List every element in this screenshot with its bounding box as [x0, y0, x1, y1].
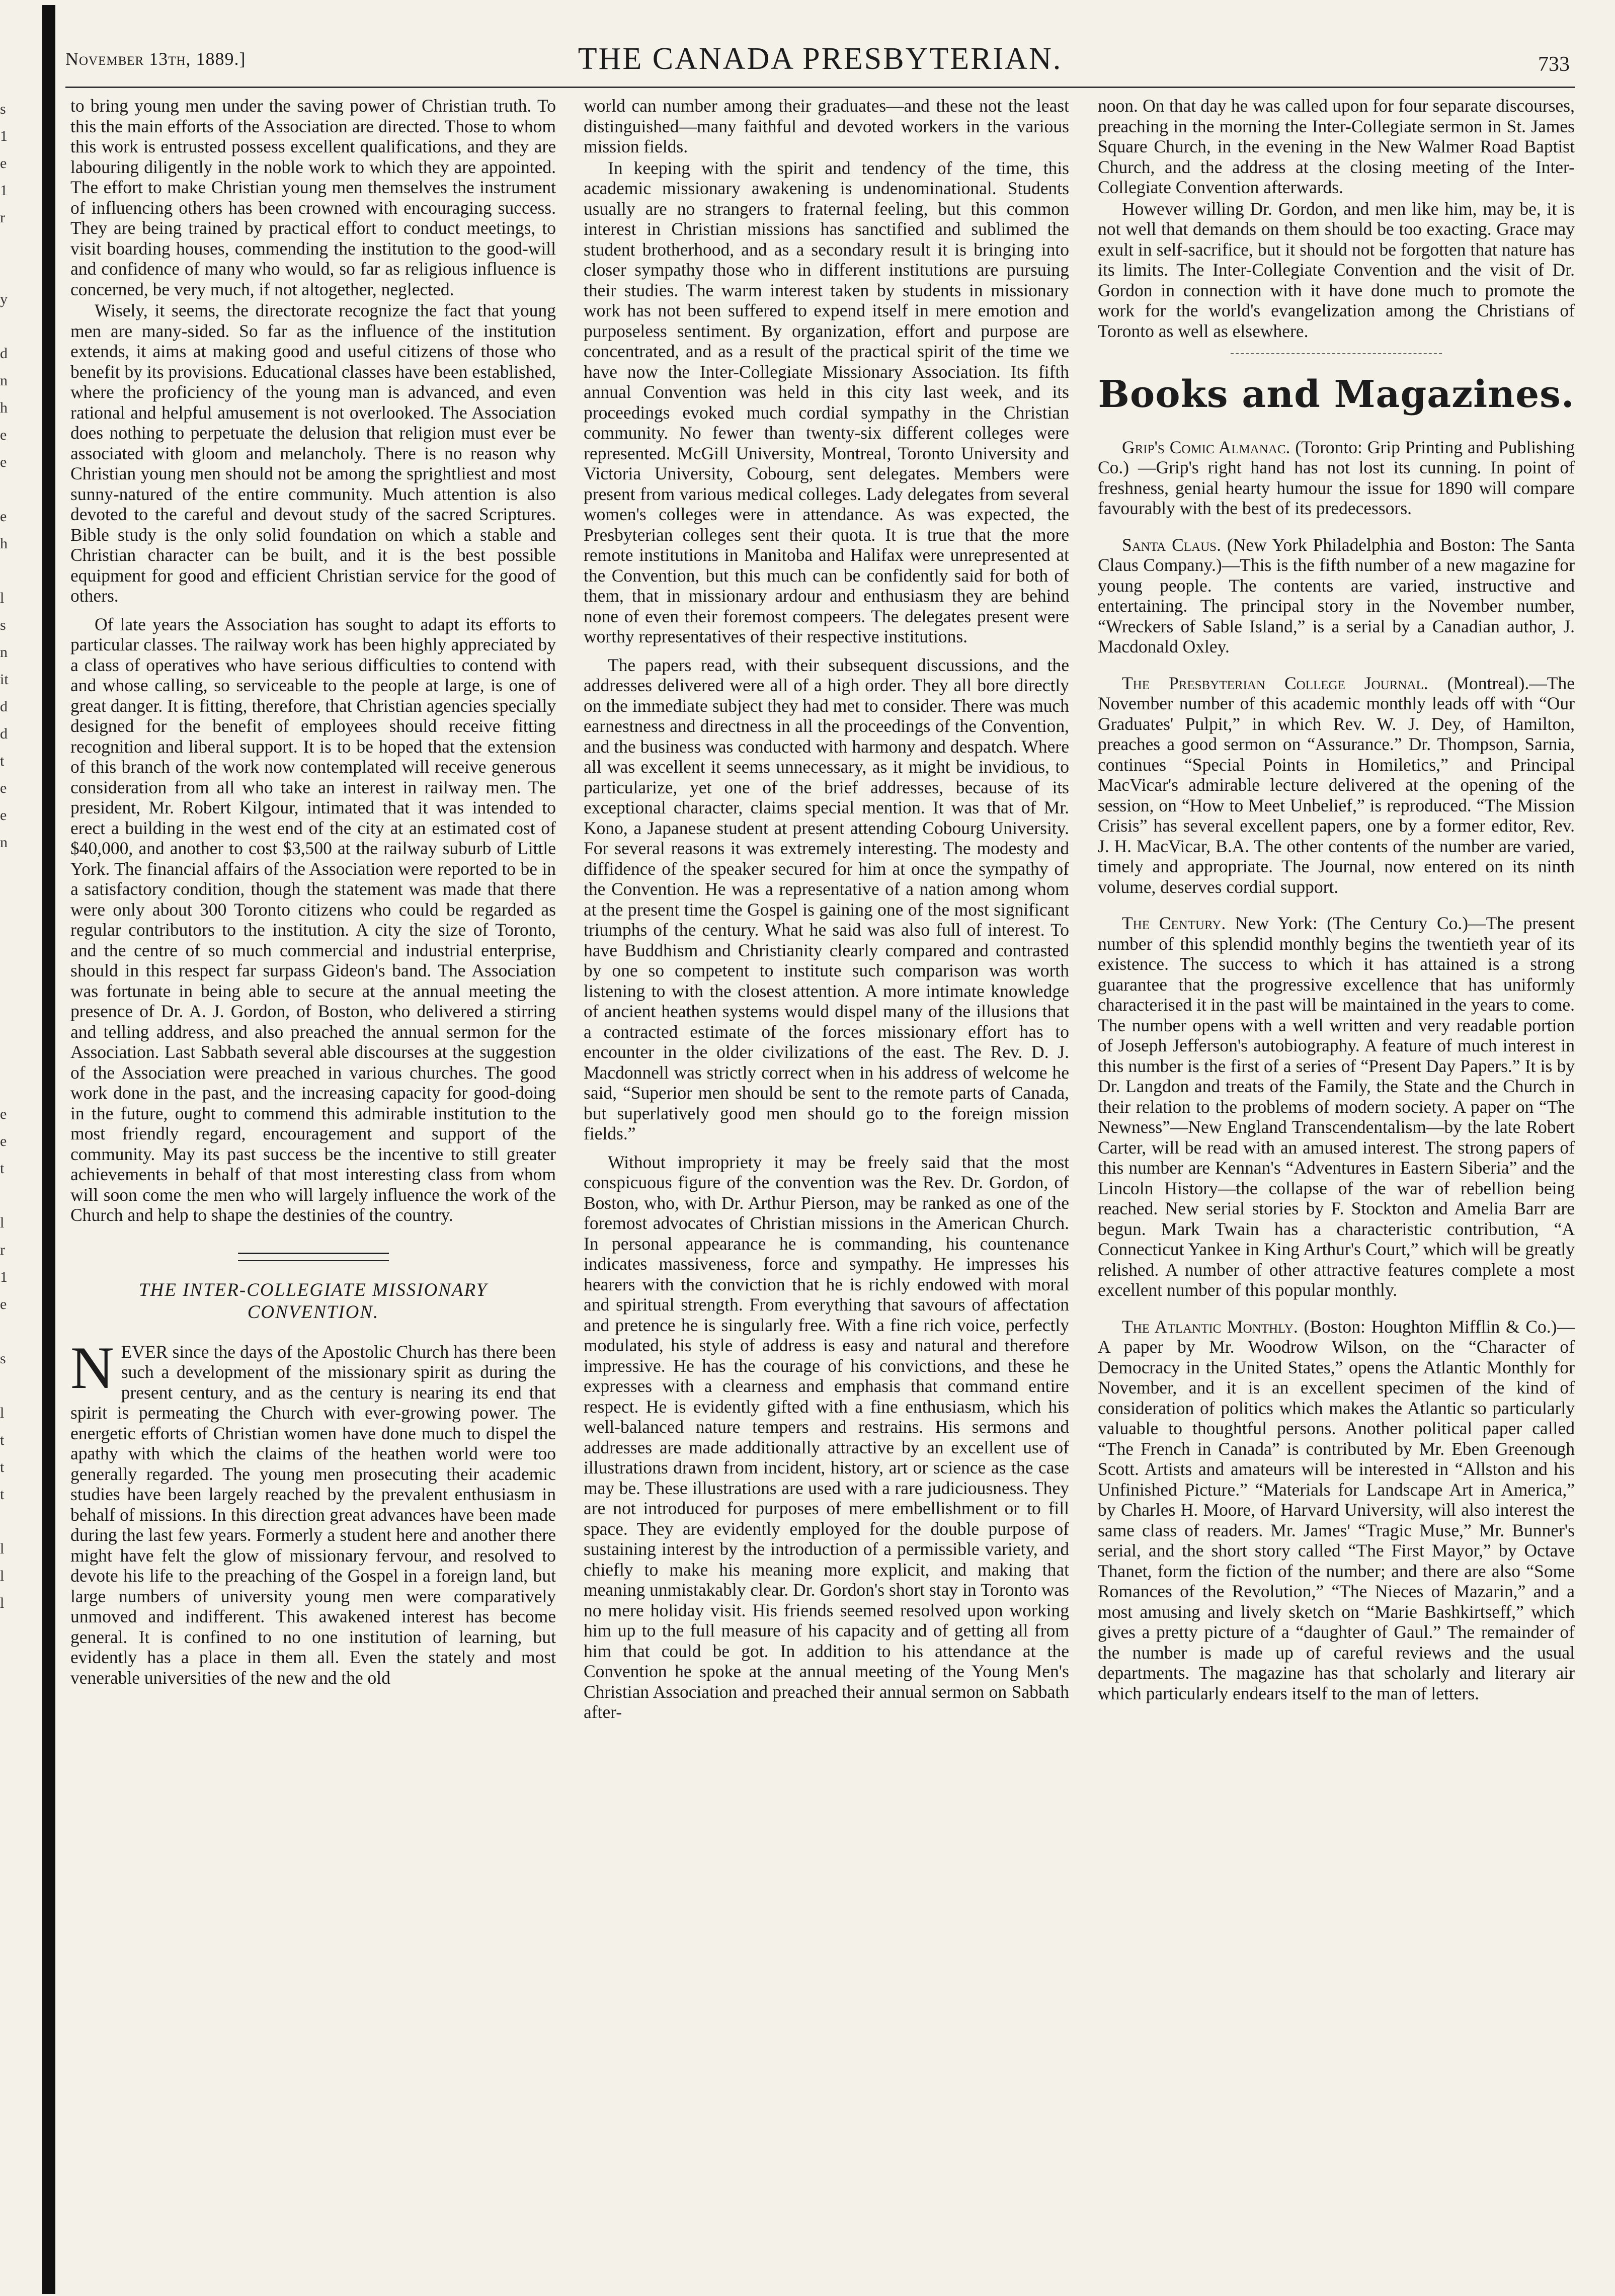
- margin-fragment: e: [0, 1296, 7, 1313]
- margin-fragment: 1: [0, 128, 8, 144]
- paragraph: to bring young men under the saving power of Christian truth. To this the main efforts of the Association are directed. Those to whom this work is entrusted possess excellent qualifications, and they are labouring diligently in the noble work to which they are appointed. The effort to make Christian young men themselves the instrument of influencing others has been crowned with encouraging success. They are being trained by practical effort to conduct meetings, to visit boarding houses, commending the institution to the good-will and confidence of many who would, so far as religious influence is concerned, be very much, if not altogether, neglected.: [70, 96, 556, 299]
- margin-fragment: s: [0, 617, 6, 633]
- margin-fragment: r: [0, 1242, 5, 1258]
- margin-fragment: [0, 1372, 35, 1400]
- review-text: (Boston: Houghton Mifflin & Co.)—A paper by Mr. Woodrow Wilson, on the “Character of Democracy in the United States,” opens the Atlantic Monthly for November, and it is an excellent specimen of the kind of consideration of politics which makes the Atlantic so particularly valuable to thoughtful persons. Another political paper called “The French in Canada” is contributed by Mr. Eben Greenough Scott. Artists and amateurs will be interested in “Allston and his Unfinished Picture.” “Materials for Landscape Art in America,” by Charles H. Moore, of Harvard University, will also interest the same class of readers. Mr. James' “Tragic Muse,” Mr. Bunner's serial, and the short story called “The First Mayor,” by Octave Thanet, form the fiction of the number; and there are also “Some Romances of the Revolution,” “The Nieces of Mazarin,” and a most amusing and lively sketch on “Marie Bashkirtseff,” which gives a pretty picture of a “daughter of Gaul.” The remainder of the number is made up of careful reviews and the usual departments. The magazine has that scholarly and literary air which particularly endears itself to the man of letters.: [1098, 1316, 1575, 1703]
- books-and-magazines-heading: Books and Magazines.: [1098, 373, 1575, 416]
- page-binding-edge: [42, 5, 55, 2294]
- page-header: [65, 41, 1575, 88]
- review-entry: [1098, 535, 1575, 657]
- review-entry: [1098, 913, 1575, 1300]
- margin-fragment: n: [0, 644, 8, 661]
- section-title-line: THE INTER-COLLEGIATE MISSIONARY: [138, 1279, 488, 1300]
- margin-fragment: e: [0, 155, 7, 172]
- margin-fragment: [0, 1182, 35, 1209]
- margin-fragment: [0, 1318, 35, 1345]
- margin-fragment: [0, 1074, 35, 1101]
- margin-fragment: l: [0, 1568, 5, 1584]
- margin-fragment: t: [0, 1432, 5, 1448]
- margin-fragment: s: [0, 101, 6, 117]
- left-margin-fragments: [0, 96, 35, 2259]
- margin-fragment: [0, 313, 35, 340]
- margin-fragment: [0, 476, 35, 503]
- margin-fragment: [0, 911, 35, 938]
- margin-fragment: [0, 938, 35, 965]
- header-date: November 13th, 1889.]: [65, 49, 246, 69]
- review-title: Grip's Comic Almanac.: [1122, 437, 1290, 457]
- paragraph: In keeping with the spirit and tendency of the time, this academic missionary awakening is undenominational. Students usually are no strangers to fraternal feeling, but this common interest in Christian missions has sanctified and sublimed the student brotherhood, and as a secondary result it is bringing into closer sympathy those who in different institutions are pursuing their studies. The warm interest taken by students in missionary work has not been suffered to expend itself in mere emotion and purposeless sentiment. By organization, effort and purpose are concentrated, and as a result of the practical spirit of the time we have now the Inter-Collegiate Missionary Association. Its fifth annual Convention was held in this city last week, and its proceedings evoked much cordial sympathy in the Christian community. No fewer than twenty-six different colleges were represented. McGill University, Montreal, Toronto University and Victoria University, Cobourg, sent delegates. Members were present from various medical colleges. Lady delegates from several women's colleges were in attendance. As was expected, the Presbyterian colleges sent their quota. It is true that the more remote institutions in Manitoba and Halifax were unrepresented at the Convention, but this much can be confidently said for both of them, that in missionary ardour and enthusiasm they are behind none of even their foremost compeers. The delegates present were worthy representatives of their respective institutions.: [584, 157, 1069, 646]
- margin-fragment: [0, 1019, 35, 1046]
- margin-fragment: l: [0, 1214, 5, 1231]
- column-3: [1098, 96, 1575, 1703]
- section-title: [70, 1279, 556, 1324]
- margin-fragment: [0, 883, 35, 911]
- review-text: (Toronto: Grip Printing and Publishing Co.) —Grip's right hand has not lost its cunning. In point of freshness, genial hearty humour the issue for 1890 will compare favourably with the best of its predecessors.: [1098, 437, 1575, 518]
- margin-fragment: e: [0, 807, 7, 824]
- margin-fragment: [0, 231, 35, 259]
- margin-fragment: d: [0, 725, 8, 742]
- margin-fragment: d: [0, 698, 8, 715]
- margin-fragment: l: [0, 1595, 5, 1611]
- paragraph: world can number among their graduates—and these not the least distinguished—many faithful and devoted workers in the various mission fields.: [584, 96, 1069, 156]
- column-1: [70, 96, 556, 1688]
- page-number: 733: [1538, 53, 1570, 76]
- section-title-line: CONVENTION.: [247, 1301, 379, 1323]
- margin-fragment: n: [0, 834, 8, 851]
- paragraph: Without impropriety it may be freely said that the most conspicuous figure of the convention was the Rev. Dr. Gordon, of Boston, who, with Dr. Arthur Pierson, may be ranked as one of the foremost advocates of Christian missions in the American Church. In personal appearance he is commanding, his countenance indicates massiveness, force and sympathy. He impresses his hearers with the conviction that he is richly endowed with moral and spiritual strength. From everything that savours of affectation and pretence he is singularly free. With a fine rich voice, perfectly modulated, his style of address is easy and natural and therefore impressive. He has the courage of his convictions, and these he expresses with a clearness and emphasis that command entire respect. He is evidently gifted with a fine enthusiasm, which his well-balanced nature tempers and restrains. His sermons and addresses are made additionally attractive by an excellent use of illustrations drawn from incident, history, art or science as the case may be. These illustrations are used with a rare judiciousness. They are not introduced for purposes of mere embellishment or to fill space. They are evidently employed for the double purpose of sustaining interest by the introduction of a permissible variety, and chiefly to make his meaning more explicit, and making that meaning unmistakably clear. Dr. Gordon's short stay in Toronto was no mere holiday visit. His friends seemed resolved upon working him up to the full measure of his capacity and of getting all from him that could be got. In addition to his attendance at the Convention he spoke at the annual meeting of the Young Men's Christian Association and preached their annual sermon on Sabbath after-: [584, 1152, 1069, 1722]
- margin-fragment: y: [0, 291, 8, 307]
- review-text: New York: (The Century Co.)—The present number of this splendid monthly begins the twentieth year of its existence. The success to which it has attained is a strong guarantee that the progressive excellence that has uniformly characterised it in the past will be maintained in the years to come. The number opens with a well written and very readable portion of Joseph Jefferson's autobiography. A feature of much interest in this number is the first of a series of “Present Day Papers.” It is by Dr. Langdon and treats of the Family, the State and the Church in their relation to the problems of modern society. A paper on “The Newness”—New England Transcendentalism—by the late Robert Carter, will be read with an amused interest. The strong papers of this number are Kennan's “Adventures in Eastern Siberia” and the Lincoln History—the collapse of the war of rebellion being reached. New serial stories by F. Stockton and Amelia Barr are begun. Mark Twain has a characteristic contribution, “A Connecticut Yankee in King Arthur's Court,” which will be greatly relished. A number of other attractive features complete a most excellent number of this popular monthly.: [1098, 913, 1575, 1300]
- margin-fragment: [0, 1508, 35, 1535]
- section-first-paragraph: [70, 1334, 556, 1688]
- margin-fragment: [0, 557, 35, 585]
- margin-fragment: t: [0, 1486, 5, 1503]
- margin-fragment: e: [0, 1133, 7, 1150]
- margin-fragment: n: [0, 372, 8, 389]
- margin-fragment: 1: [0, 182, 8, 199]
- review-text: (New York Philadelphia and Boston: The Santa Claus Company.)—This is the fifth number of a new magazine for young people. The contents are varied, instructive and entertaining. The principal story in the November number, “Wreckers of Sable Island,” is a serial by a Canadian author, J. Macdonald Oxley.: [1098, 534, 1575, 657]
- section-divider-rule: [238, 1253, 389, 1261]
- margin-fragment: [0, 856, 35, 883]
- review-entry: [1098, 1317, 1575, 1704]
- margin-fragment: e: [0, 780, 7, 796]
- paragraph: Of late years the Association has sought to adapt its efforts to particular classes. The railway work has been highly appreciated by a class of operatives who have serious difficulties to contend with and whose calling, so serviceable to the people at large, is one of great danger. It is fitting, therefore, that Christian agencies specially designed for the benefit of employees should receive fitting recognition and liberal support. It is to be hoped that the extension of this branch of the work now contemplated will receive generous consideration from all who take an interest in railway men. The president, Mr. Robert Kilgour, intimated that it was intended to erect a building in the west end of the city at an estimated cost of $40,000, and another to cost $3,500 at the railway suburb of Little York. The financial affairs of the Association were reported to be in a satisfactory condition, though the statement was made that there were only about 300 Toronto citizens who could be regarded as regular contributors to the institution. A city the size of Toronto, and the centre of so much commercial and industrial enterprise, should in this respect far surpass Gideon's band. The Association was fortunate in being able to secure at the annual meeting the presence of Dr. A. J. Gordon, of Boston, who delivered a stirring and telling address, and also preached the annual sermon for the Association. Last Sabbath several able discourses at the suggestion of the Association were preached in various churches. The good work done in the past, and the increasing capacity for good-doing in the future, ought to commend this admirable institution to the most friendly regard, encouragement and support of the community. May its past success be the incentive to still greater achievements in behalf of that most interesting class from whom will soon come the men who will largely influence the work of the Church and help to shape the destinies of the country.: [70, 614, 556, 1225]
- margin-fragment: s: [0, 1350, 6, 1367]
- column-2: [584, 96, 1069, 1723]
- margin-fragment: r: [0, 209, 5, 226]
- margin-fragment: it: [0, 671, 9, 688]
- margin-fragment: t: [0, 1459, 5, 1475]
- margin-fragment: [0, 992, 35, 1019]
- margin-fragment: e: [0, 427, 7, 443]
- margin-fragment: e: [0, 508, 7, 525]
- margin-fragment: [0, 965, 35, 992]
- margin-fragment: t: [0, 753, 5, 769]
- margin-fragment: t: [0, 1160, 5, 1177]
- paragraph-text: EVER since the days of the Apostolic Church has there been such a development of the missionary spirit as during the present century, and as the century is nearing its end that spirit is permeating the Church with ever-growing power. The energetic efforts of Christian women have done much to dispel the apathy with which the claims of the heathen world were too generally regarded. The young men prosecuting their academic studies have been largely reached by the prevalent enthusiasm in behalf of missions. In this direction great advances have been made during the last few years. Formerly a student here and another there might have felt the glow of missionary fervour, and resolved to devote his life to the preaching of the Gospel in a foreign land, but large numbers of university young men were comparatively unmoved and indifferent. This awakened interest has become general. It is confined to no one institution of learning, but evidently has a place in them all. Even the stately and most venerable universities of the new and the old: [70, 1341, 556, 1688]
- review-entry: [1098, 437, 1575, 519]
- margin-fragment: 1: [0, 1269, 8, 1285]
- review-entry: [1098, 673, 1575, 897]
- margin-fragment: [0, 259, 35, 286]
- separator-dashes: [1231, 353, 1442, 354]
- paragraph: However willing Dr. Gordon, and men like him, may be, it is not well that demands on them should be too exacting. Grace may exult in self-sacrifice, but it should not be forgotten that nature has its limits. The Inter-Collegiate Convention and the visit of Dr. Gordon in connection with it have done much to promote the work for the world's evangelization among the Christians of Toronto as well as elsewhere.: [1098, 198, 1575, 341]
- review-title: The Century.: [1122, 913, 1226, 933]
- margin-fragment: [0, 1046, 35, 1074]
- drop-cap: N: [70, 1334, 114, 1401]
- review-title: The Presbyterian College Journal.: [1122, 673, 1428, 693]
- margin-fragment: l: [0, 1540, 5, 1557]
- margin-fragment: e: [0, 1106, 7, 1122]
- margin-fragment: h: [0, 535, 8, 552]
- margin-fragment: l: [0, 590, 5, 606]
- review-title: Santa Claus.: [1122, 534, 1221, 555]
- margin-fragment: e: [0, 454, 7, 470]
- paragraph: The papers read, with their subsequent discussions, and the addresses delivered were all of a high order. They all bore directly on the immediate subject they had met to consider. There was much earnestness and directness in all the proceedings of the Convention, and the business was conducted with harmony and despatch. Where all was excellent it seems unnecessary, as it might be invidious, to particularize, yet one of the brief addresses, because of its exceptional character, claims special mention. It was that of Mr. Kono, a Japanese student at present attending Cobourg University. For several reasons it was extremely interesting. The modesty and diffidence of the speaker secured for him at once the sympathy of the Convention. He was a representative of a nation among whom at the present time the Gospel is gaining one of the most significant triumphs of the century. What he said was also full of interest. To have Buddhism and Christianity clearly compared and contrasted by one so competent to institute such comparison was worth listening to with the closest attention. A more intimate knowledge of ancient heathen systems would dispel many of the illusions that a contracted estimate of the forces missionary effort has to encounter in the older civilizations of the east. The Rev. D. J. Macdonnell was strictly correct when in his address of welcome he said, “Superior men should be sent to the remote parts of Canada, but superlatively good men should go to the foreign mission fields.”: [584, 654, 1069, 1143]
- paragraph: noon. On that day he was called upon for four separate discourses, preaching in the morning the Inter-Collegiate sermon in St. James Square Church, in the evening in the New Walmer Road Baptist Church, and the address at the closing meeting of the Inter-Collegiate Convention afterwards.: [1098, 96, 1575, 197]
- review-text: (Montreal).—The November number of this academic monthly leads off with “Our Graduates' Pulpit,” in which Rev. W. J. Dey, of Hamilton, preaches a good sermon on “Assurance.” Dr. Thompson, Sarnia, continues “Special Points in Homiletics,” and Principal MacVicar's admirable lecture delivered at the opening of the session, on “How to Meet Unbelief,” is reproduced. “The Mission Crisis” has several excellent papers, one by a former editor, Rev. J. H. MacVicar, B.A. The other contents of the number are varied, timely and appropriate. The Journal, now entered on its ninth volume, deserves cordial support.: [1098, 673, 1575, 897]
- margin-fragment: l: [0, 1405, 5, 1421]
- masthead-title: THE CANADA PRESBYTERIAN.: [578, 42, 1063, 76]
- margin-fragment: h: [0, 399, 8, 416]
- paragraph: Wisely, it seems, the directorate recognize the fact that young men are many-sided. So far as the influence of the institution extends, it aims at making good and useful citizens of those who benefit by its provisions. Educational classes have been established, where the proficiency of the young man is advanced, and even rational and helpful amusement is not overlooked. The Association does nothing to perpetuate the delusion that religion must ever be associated with gloom and melancholy. There is no reason why Christian young men should not be among the sprightliest and most sunny-natured of the entire community. Much attention is also devoted to the careful and devout study of the sacred Scriptures. Bible study is the only solid foundation on which a stable and Christian character can be built, and it is the best possible equipment for good and efficient Christian service for the good of others.: [70, 300, 556, 606]
- margin-fragment: d: [0, 345, 8, 362]
- review-title: The Atlantic Monthly.: [1122, 1316, 1298, 1337]
